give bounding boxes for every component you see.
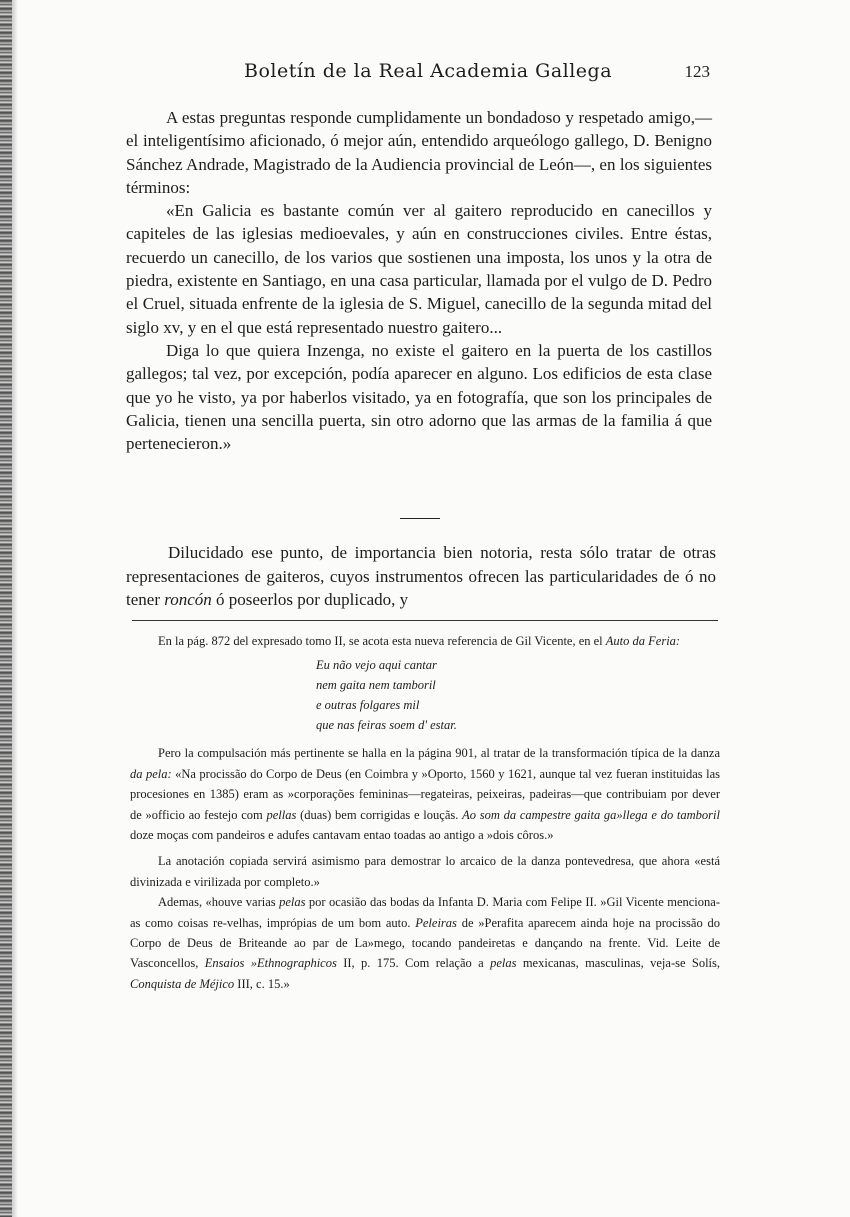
binding-shadow (12, 0, 18, 1217)
footnote-3: La anotación copiada servirá asimismo para demostrar lo arcaico de la danza pontevedresa, que ahora «está divinizada e virilizada por completo.» (130, 854, 720, 889)
footnote-4: Ademas, «houve varias pelas por ocasião das bodas da Infanta D. Maria com Felipe II. »Gil Vicente menciona-as como coisas re-velhas, imprópias de um bom auto. Peleiras de »Perafita aparecem ainda hoje na procissão do Corpo de Deus de Briteande ao par de La»mego, tocando pandeiretas e dançando na frente. Vid. Leite de Vasconcellos, Ensaios »Ethnographicos II, p. 175. Com relação a pelas mexicanas, masculinas, veja-se Solís, Conquista de Méjico III, c. 15.» (130, 895, 721, 991)
footnote-2: Pero la compulsación más pertinente se halla en la página 901, al tratar de la transformación típica de la danza da pela: «Na procissão do Corpo de Deus (en Coimbra y »Oporto, 1560 y 1621, aunque tal vez fueran instituidas las procesiones en 1385) eram as »corporações femininas—regateiras, peixeiras, padeiras—que contribuiam por dever de »officio ao festejo com pellas (duas) bem corrigidas e louçãs. Ao som da campestre gaita ga»llega e do tamboril doze moças com pandeiros e adufes cantavam entao toadas ao antigo a »dois côros.» (130, 746, 720, 843)
verse-quote (316, 655, 720, 735)
paragraph-2-quote: «En Galicia es bastante común ver al gaitero reproducido en canecillos y capiteles de las iglesias medioevales, y aún en construcciones civiles. Entre éstas, recuerdo un canecillo, de los varios que sostienen una imposta, los unos y la otra de piedra, existente en Santiago, en una casa particular, llamada por el vulgo de D. Pedro el Cruel, situada enfrente de la iglesia de S. Miguel, canecillo de la segunda mitad del siglo xv, y en el que está representado nuestro gaitero... (126, 201, 712, 337)
page-number: 123 (684, 62, 710, 81)
footnote-rule (132, 620, 718, 621)
running-title: Boletín de la Real Academia Gallega (244, 60, 613, 82)
page-binding-edge (0, 0, 12, 1217)
verse-line: que nas feiras soem d' estar. (316, 718, 457, 733)
paragraph-1: A estas preguntas responde cumplidamente un bondadoso y respetado amigo,—el inteligentísimo aficionado, ó mejor aún, entendido arqueólogo gallego, D. Benigno Sánchez Andrade, Magistrado de la Audiencia provincial de León—, en los siguientes términos: (126, 108, 712, 197)
section-divider (400, 518, 440, 519)
paragraph-3-quote: Diga lo que quiera Inzenga, no existe el gaitero en la puerta de los castillos gallegos; tal vez, por excepción, podía aparecer en alguno. Los edificios de esta clase que yo he visto, ya por haberlos visitado, ya en fotografía, que son los principales de Galicia, tienen una sencilla puerta, sin otro adorno que las armas de la familia á que pertenecieron.» (126, 340, 712, 454)
verse-line: Eu não vejo aqui cantar (316, 658, 437, 673)
footnote-1: En la pág. 872 del expresado tomo II, se acota esta nueva referencia de Gil Vicente, en el Auto da Feria: (158, 634, 681, 648)
main-text-continued (126, 541, 716, 612)
paragraph-4: Dilucidado ese punto, de importancia bien notoria, resta sólo tratar de otras representaciones de gaiteros, cuyos instrumentos ofrecen las particularidades de ó no tener roncón ó poseerlos por duplicado, y (126, 543, 716, 609)
main-text (126, 106, 712, 455)
footnotes (130, 631, 720, 994)
page-header (240, 60, 710, 88)
verse-line: nem gaita nem tamboril (316, 678, 436, 693)
verse-line: e outras folgares mil (316, 698, 420, 713)
